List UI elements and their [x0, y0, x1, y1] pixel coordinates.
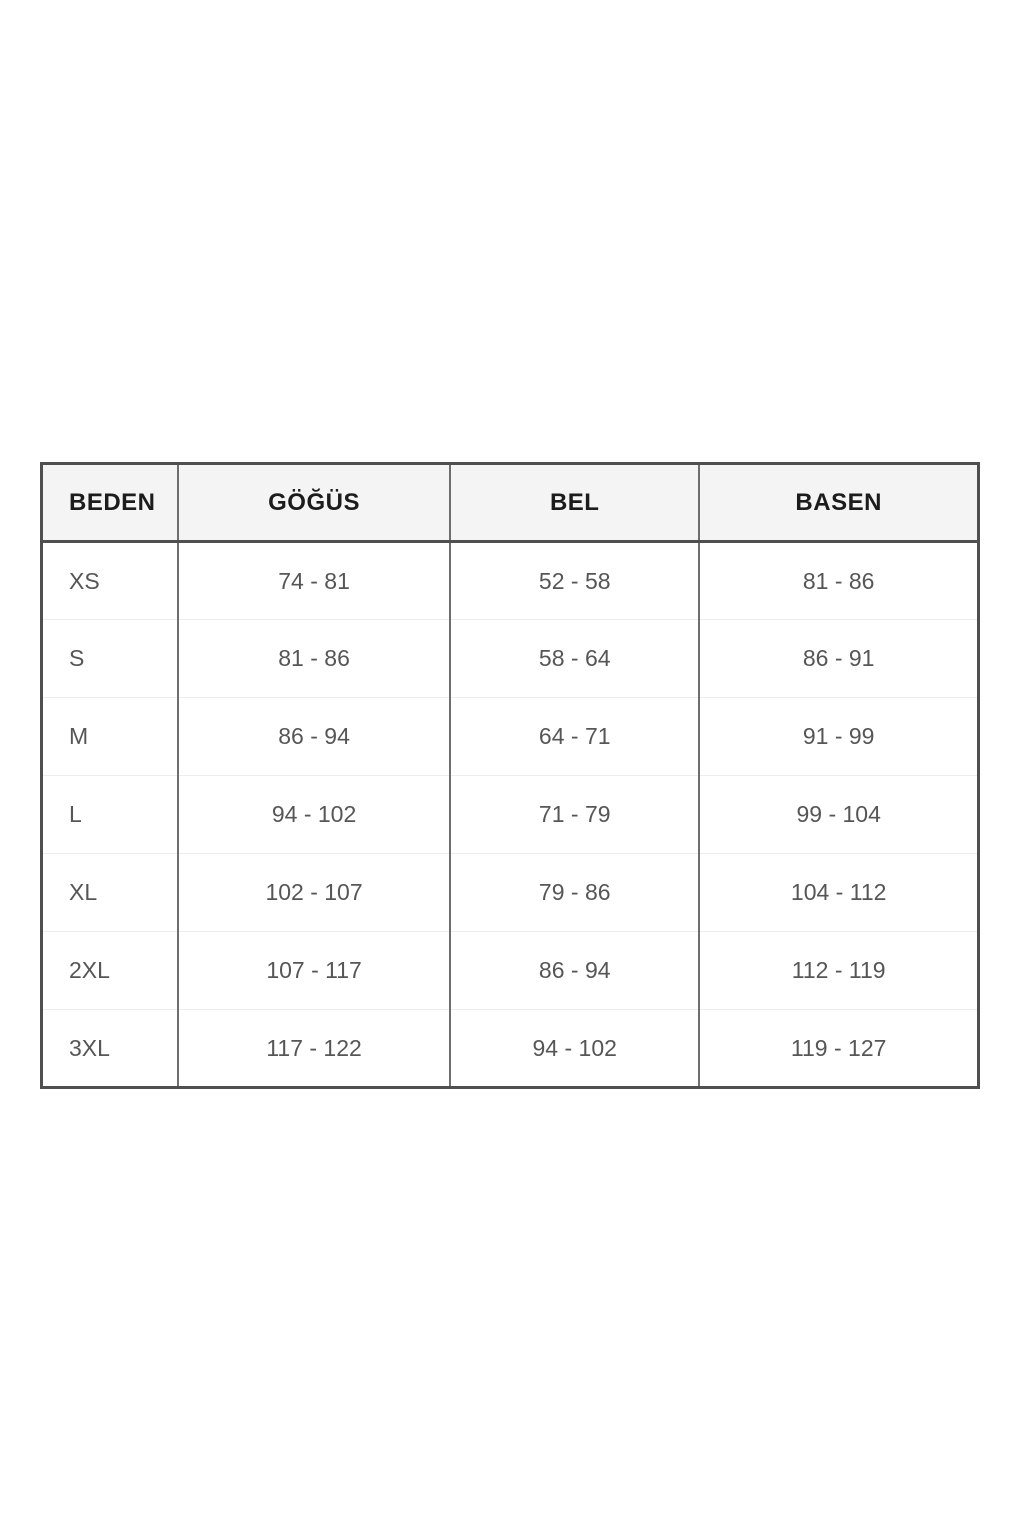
- basen-value: 104 - 112: [699, 854, 978, 932]
- gogus-value: 94 - 102: [178, 776, 450, 854]
- table-row: [42, 1010, 979, 1088]
- gogus-value: 86 - 94: [178, 698, 450, 776]
- basen-value: 91 - 99: [699, 698, 978, 776]
- gogus-value: 107 - 117: [178, 932, 450, 1010]
- size-chart-table: [40, 462, 980, 1088]
- size-label: 2XL: [42, 932, 179, 1010]
- table-row: [42, 854, 979, 932]
- basen-value: 81 - 86: [699, 542, 978, 620]
- table-row: [42, 620, 979, 698]
- basen-value: 119 - 127: [699, 1010, 978, 1088]
- gogus-value: 117 - 122: [178, 1010, 450, 1088]
- table-row: [42, 776, 979, 854]
- size-label: 3XL: [42, 1010, 179, 1088]
- size-label: XL: [42, 854, 179, 932]
- size-label: XS: [69, 567, 100, 594]
- bel-value: 94 - 102: [450, 1010, 699, 1088]
- table-row: [42, 932, 979, 1010]
- size-label: M: [42, 698, 179, 776]
- column-header-bel: BEL: [450, 464, 699, 542]
- bel-value: 86 - 94: [450, 932, 699, 1010]
- size-chart: [40, 462, 980, 1089]
- gogus-value: 102 - 107: [178, 854, 450, 932]
- bel-value: 64 - 71: [450, 698, 699, 776]
- basen-value: 86 - 91: [699, 620, 978, 698]
- table-row: [42, 698, 979, 776]
- basen-value: 112 - 119: [699, 932, 978, 1010]
- bel-value: 71 - 79: [450, 776, 699, 854]
- column-header-basen: BASEN: [699, 464, 978, 542]
- column-header-gogus: GÖĞÜS: [178, 464, 450, 542]
- bel-value: 58 - 64: [450, 620, 699, 698]
- gogus-value: 74 - 81: [178, 542, 450, 620]
- gogus-value: 81 - 86: [178, 620, 450, 698]
- table-header-row: [42, 464, 979, 542]
- basen-value: 99 - 104: [699, 776, 978, 854]
- bel-value: 52 - 58: [450, 542, 699, 620]
- size-label: L: [42, 776, 179, 854]
- size-label: S: [42, 620, 179, 698]
- table-row: [42, 542, 979, 620]
- bel-value: 79 - 86: [450, 854, 699, 932]
- column-header-beden: BEDEN: [42, 464, 179, 542]
